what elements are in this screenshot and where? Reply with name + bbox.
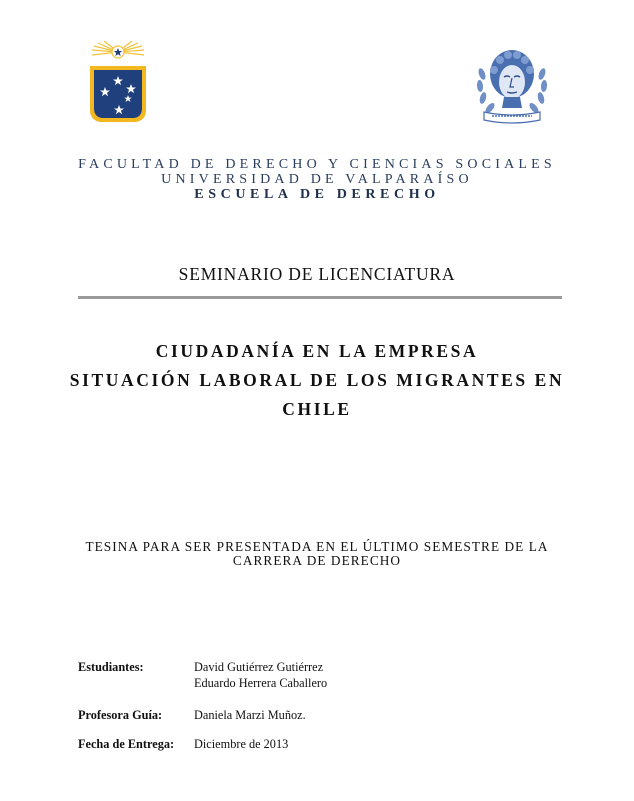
thesis-title-line-1: CIUDADANÍA EN LA EMPRESA — [155, 341, 479, 361]
university-shield-logo — [88, 40, 148, 126]
thesis-title-line-3: CHILE — [282, 399, 352, 419]
university-name: UNIVERSIDAD DE VALPARAÍSO — [161, 172, 473, 187]
thesis-title-line-2: SITUACIÓN LABORAL DE LOS MIGRANTES EN — [69, 370, 565, 390]
laurel-head-icon — [474, 44, 550, 126]
subtitle-line-2: CARRERA DE DERECHO — [232, 553, 402, 568]
delivery-date: Diciembre de 2013 — [194, 737, 289, 751]
faculty-name: FACULTAD DE DERECHO Y CIENCIAS SOCIALES — [78, 157, 556, 172]
shield-icon — [88, 40, 148, 126]
advisor-name: Daniela Marzi Muñoz. — [194, 708, 306, 722]
student-name-1: David Gutiérrez Gutiérrez — [194, 660, 324, 674]
school-name: ESCUELA DE DERECHO — [194, 187, 440, 202]
students-label: Estudiantes: — [78, 660, 144, 674]
student-name-2: Eduardo Herrera Caballero — [194, 676, 328, 690]
horizontal-divider — [78, 296, 562, 299]
date-label: Fecha de Entrega: — [78, 737, 175, 751]
seminar-heading: SEMINARIO DE LICENCIATURA — [178, 264, 456, 284]
subtitle-line-1: TESINA PARA SER PRESENTADA EN EL ÚLTIMO SEMESTRE DE LA — [85, 539, 549, 554]
law-school-laurel-head-logo — [474, 44, 550, 126]
advisor-label: Profesora Guía: — [78, 708, 163, 722]
